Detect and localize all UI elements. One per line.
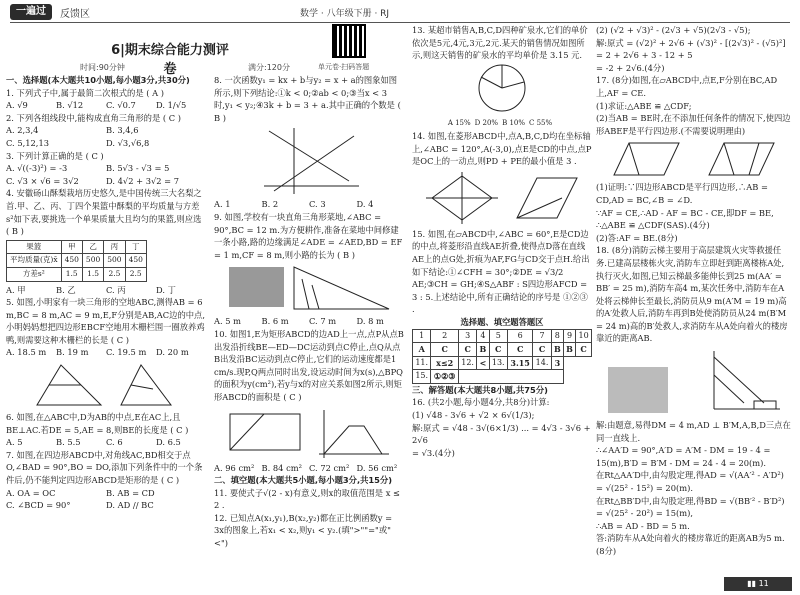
fill-cell: < — [477, 356, 489, 370]
option: C. 丙 — [106, 284, 126, 295]
question-text: 4. 安徽砀山酥梨栽培历史悠久,是中国传统三大名梨之首.甲、乙、丙、丁四个果篮中酥梨的平均质量与方差s²如下表,要挑选一个单果质量大且均匀的果篮,则应选 ( B ) — [6, 188, 202, 237]
question-text: ∴△ABE ≌ △CDF(SAS).(4分) — [596, 220, 710, 231]
option: A. 1 — [214, 199, 231, 210]
column-1 — [6, 74, 206, 590]
question-text: 在Rt△AA′D中,由勾股定理,得AD = √(AA′² - A′D²) = √(25² - 15²) = 20(m). — [596, 470, 784, 494]
fill-cell: 13. — [489, 356, 507, 370]
question-text: (2)答:AF = BE.(8分) — [596, 232, 678, 243]
option: D. 20 m — [156, 347, 189, 358]
option: C. 19.5 m — [106, 347, 147, 358]
question-text: 在Rt△BB′D中,由勾股定理,得BD = √(BB′² - B′D²) = √(25² - 20²) = 15(m), — [596, 495, 785, 519]
table-cell: 2.5 — [104, 267, 125, 281]
question-text: 13. 某超市销售A,B,C,D四种矿泉水,它们的单价依次是5元,4元,3元,2元.某天的销售情况如图所示,则这天销售的矿泉水的平均单价是 3.15 元. — [412, 25, 588, 61]
option: B. 84 cm² — [261, 462, 302, 473]
option: C. 6 — [106, 437, 123, 448]
question-text: 18. (8分)消防云梯主要用于高层建筑火灾等救援任务.已建高层楼栋火灾,消防车立即赶到距离楼栋A处,执行灭火,如图,已知云梯最多能伸长到25 m(AA′ = BB′ = 25 m),消防车高4 m,某次任务中,消防车在A处将云梯伸长至最长,消防员从9 m(A′M = 19 m)高的A′处救人后,消防车再到B处使消防员从24 m(B′M = 24 m)高的B′处救人,求消防车从A处向着火的楼房靠近的距离AB. — [596, 245, 788, 344]
question-text: 解:原式 = √48 - 3√(6×1/3) ... = 4√3 - 3√6 + 2√6 — [412, 422, 591, 446]
fill-cell: ①②③ — [431, 370, 459, 384]
brand-badge: 一遍过 — [10, 4, 52, 20]
answer-options — [6, 162, 206, 187]
option: C. √0.7 — [106, 100, 136, 111]
option: D. 4√2 + 3√2 = 7 — [106, 175, 180, 186]
qr-caption: 单元卷·扫码答题 — [318, 63, 370, 71]
question-text: 7. 如图,在四边形ABCD中,对角线AC,BD相交于点O,∠BAD = 90°,BO = DO,添加下列条件中的一个条件后,仍不能判定四边形ABCD是矩形的是 ( C ) — [6, 449, 203, 486]
option: B. AB = CD — [106, 487, 155, 498]
column-4 — [596, 24, 792, 574]
question-text: 8. 一次函数y₁ = kx + b与y₂ = x + a的图象如图所示,则下列结论:①k < 0;②ab < 0;③当x < 3时,y₁ < y₂;④3k + b = 3 + a.其中正确的个数是 ( B ) — [214, 75, 401, 123]
pie-label: C 55% — [529, 119, 553, 128]
option: B. 乙 — [56, 284, 76, 295]
table-cell: 500 — [82, 254, 103, 268]
option: B. √12 — [56, 100, 84, 111]
question-text: (1) √48 - 3√6 + √2 × 6√(1/3); — [412, 410, 535, 421]
grid-cell: 8 — [551, 329, 563, 343]
answer-options — [6, 99, 206, 112]
grid-cell: B — [477, 343, 489, 357]
option: C. 72 cm² — [309, 462, 350, 473]
question-text: 3. 下列计算正确的是 ( C ) — [6, 150, 104, 161]
grid-cell: 1 — [413, 329, 431, 343]
option: B. 2 — [261, 199, 279, 210]
grid-cell: C — [458, 343, 476, 357]
option: B. 6 m — [261, 316, 289, 327]
grid-cell: C — [489, 343, 507, 357]
question-text: = -2 + 2√6.(4分) — [596, 62, 665, 73]
grid-cell: 2 — [431, 329, 459, 343]
question-text: 9. 如图,学校有一块直角三角形菜地,∠ABC = 90°,BC = 12 m.为方便耕作,准备在菜地中间修建一条小路,路的边缘满足∠ADE = ∠AED,BD = EF = 1 m,CF = 8 m,则小路的长为 ( B ) — [214, 211, 403, 260]
fill-cell: 14. — [533, 356, 551, 370]
section-heading: 三、解答题(本大题共8小题,共75分) — [412, 384, 548, 395]
pie-label: A 15% — [447, 119, 471, 128]
question-text: 15. 如图,在▱ABCD中,∠ABC = 60°,E是CD边的中点,将菱形沿直线AE折叠,使得点D落在直线AE上的点G处,折痕为AF,FG与CD交于点H.给出如下结论:①∠CFH = 30°;②DE = √3/2 AE;③CH = GH;④S△ABF : S四边形AFCD = 3 : 5.上述结论中,所有正确结论的序号是 ①②③ . — [412, 228, 590, 315]
option: B. 3,4,6 — [106, 125, 139, 136]
figure-diagram — [412, 170, 592, 226]
question-text: ∴∠AA′D = 90°,A′D = A′M - DM = 19 - 4 = 15(m),B′D = B′M - DM = 24 - 4 = 20(m). — [596, 445, 771, 468]
question-text: 选择题、填空题答题区 — [460, 316, 544, 327]
grid-cell: C — [576, 343, 592, 357]
qr-code-icon[interactable] — [332, 24, 366, 58]
question-text: (1)证明:∵四边形ABCD是平行四边形,∴AB = CD,AD = BC,∠B = ∠D. — [596, 182, 768, 205]
pie-label: B 10% — [502, 119, 526, 128]
column-2 — [214, 74, 404, 590]
question-text: ∴AB = AD - BD = 5 m. — [596, 520, 690, 531]
fill-cell: 15. — [413, 370, 431, 384]
option: C. ∠BCD = 90° — [6, 500, 71, 511]
option: A. 18.5 m — [6, 347, 47, 358]
question-text: 解:由题意,易得DM = 4 m,AD ⊥ B′M,A,B,D三点在同一直线上. — [596, 420, 791, 443]
table-cell: 乙 — [82, 240, 103, 254]
option: A. 2,3,4 — [6, 125, 39, 136]
grid-cell: 9 — [563, 329, 575, 343]
page-number: ▮▮ 11 — [724, 577, 792, 591]
question-text: 解:原式 = (√2)² + 2√6 + (√3)² - [(2√3)² - (√5)²] — [596, 37, 786, 48]
answer-grid — [412, 329, 592, 384]
option: D. 6.5 — [156, 437, 181, 448]
grid-cell: B — [563, 343, 575, 357]
answer-options — [214, 198, 404, 211]
question-text: 14. 如图,在菱形ABCD中,点A,B,C,D均在坐标轴上,∠ABC = 120°,A(-3,0),点E是CD的中点,点P是OC上的一动点,则PD + PE的最小值是 3 . — [412, 130, 592, 167]
question-text: = √3.(4分) — [412, 447, 455, 458]
answer-options — [6, 124, 206, 149]
table-cell: 平均质量(克)x̄ — [7, 254, 62, 268]
exam-score: 满分:120分 — [248, 63, 290, 72]
option: B. 19 m — [56, 347, 89, 358]
pie-chart — [412, 62, 592, 130]
exam-title: 6|期末综合能力测评卷 — [111, 43, 229, 77]
question-text: 5. 如图,小明家有一块三角形的空地ABC,测得AB = 6 m,BC = 8 m,AC = 9 m,E,F分别是AB,AC边的中点,小明妈妈想把四边形EBCF空地用木栅栏围一圈放养鸡鸭,则需要这种木栅栏的长是 ( C ) — [6, 297, 205, 345]
table-cell: 丙 — [104, 240, 125, 254]
figure-diagram — [214, 126, 404, 196]
header-rule — [10, 22, 790, 23]
question-text: (2)当AB = BE时,在不添加任何条件的情况下,使四边形ABEF是平行四边形.(不需要说明理由) — [596, 113, 791, 136]
option: D. 8 m — [356, 316, 384, 327]
figure-diagram — [214, 263, 404, 313]
fill-cell: x≤2 — [431, 356, 459, 370]
option: C. √3 × √6 = 3√2 — [6, 175, 79, 186]
fill-cell: 11. — [413, 356, 431, 370]
option: C. 3 — [309, 199, 326, 210]
option: A. 5 — [6, 437, 23, 448]
grid-cell: C — [431, 343, 459, 357]
question-text: 10. 如图1,E为矩形ABCD的边AD上一点,点P从点B出发沿折线BE—ED—DC运动到点C停止,点Q从点B出发沿BC运动到点C停止,它们的运动速度都是1 cm/s.现P,Q两点同时出发,设运动时间为x(s),△BPQ的面积为y(cm²),若y与x的对应关系如图2所示,则矩形ABCD的面积是 ( C ) — [214, 328, 404, 402]
fill-cell: 3.15 — [507, 356, 532, 370]
question-text: 1. 下列式子中,属于最简二次根式的是 ( A ) — [6, 87, 165, 98]
grid-cell: 3 — [458, 329, 476, 343]
question-text: = 2 + 2√6 + 3 - 12 + 5 — [596, 50, 693, 61]
option: C. 5,12,13 — [6, 137, 49, 148]
option: A. 96 cm² — [214, 462, 255, 473]
table-cell: 1.5 — [82, 267, 103, 281]
exam-time: 时间:90分钟 — [80, 63, 125, 72]
question-text: 2. 下列各组线段中,能构成直角三角形的是 ( C ) — [6, 112, 181, 123]
option: D. √3,√6,8 — [106, 137, 150, 148]
data-table — [6, 240, 147, 282]
section-label: 反馈区 — [60, 9, 90, 20]
answer-options — [6, 284, 206, 297]
option: B. 5.5 — [56, 437, 81, 448]
answer-options — [6, 436, 206, 449]
table-cell: 方差s² — [7, 267, 62, 281]
option: D. 丁 — [156, 284, 176, 295]
section-heading: 一、选择题(本大题共10小题,每小题3分,共30分) — [6, 75, 190, 85]
option: D. AD // BC — [106, 500, 154, 511]
table-cell: 2.5 — [125, 267, 146, 281]
question-text: 17. (8分)如图,在▱ABCD中,点E,F分别在BC,AD上,AF = CE. — [596, 75, 778, 98]
question-text: (2) (√2 + √3)² - (2√3 + √5)(2√3 - √5); — [596, 25, 751, 35]
answer-options — [6, 487, 206, 512]
table-cell: 甲 — [61, 240, 82, 254]
option: A. √((-3)²) = -3 — [6, 163, 68, 174]
question-text: 6. 如图,在△ABC中,D为AB的中点,E在AC上,且BE⊥AC.若DE = 5,AE = 8,则BE的长度是 ( C ) — [6, 412, 189, 435]
figure-diagram — [596, 139, 792, 179]
table-cell: 500 — [104, 254, 125, 268]
grid-cell: B — [551, 343, 563, 357]
option: A. 甲 — [6, 284, 26, 295]
option: D. 4 — [356, 199, 374, 210]
option: A. 5 m — [214, 316, 242, 327]
option: A. OA = OC — [6, 487, 56, 498]
fill-cell: 3 — [551, 356, 563, 370]
answer-options — [214, 462, 404, 475]
option: B. 5√3 - √3 = 5 — [106, 163, 170, 174]
grid-cell: 5 — [489, 329, 507, 343]
table-cell: 450 — [61, 254, 82, 268]
table-cell: 果篮 — [7, 240, 62, 254]
option: A. √9 — [6, 100, 28, 111]
option: C. 7 m — [309, 316, 337, 327]
grid-cell: 10 — [576, 329, 592, 343]
option: D. 1/√5 — [156, 100, 187, 111]
question-text: 答:消防车从A处向着火的楼房靠近的距离AB为5 m.(8分) — [596, 533, 785, 556]
grid-cell: 7 — [533, 329, 551, 343]
question-text: 11. 要使式子√(2 - x)有意义,则x的取值范围是 x ≤ 2 . — [214, 487, 401, 511]
question-text: (1)求证:△ABE ≌ △CDF; — [596, 100, 692, 111]
table-cell: 450 — [125, 254, 146, 268]
answer-options — [214, 315, 404, 328]
figure-diagram — [6, 361, 206, 409]
subject-label: 数学 · 八年级下册 · RJ — [300, 9, 390, 19]
grid-cell: 6 — [507, 329, 532, 343]
figure-diagram — [596, 347, 792, 417]
grid-cell: A — [413, 343, 431, 357]
table-cell: 丁 — [125, 240, 146, 254]
question-text: 16. (共2小题,每小题4分,共8分)计算: — [412, 397, 550, 408]
question-text: 12. 已知点A(x₁,y₁),B(x₂,y₂)都在正比例函数y = 3x的图象上,若x₁ < x₂,则y₁ < y₂.(填">""="或"<") — [214, 512, 393, 549]
pie-label: D 20% — [474, 119, 499, 128]
table-cell: 1.5 — [61, 267, 82, 281]
section-heading: 二、填空题(本大题共5小题,每小题3分,共15分) — [214, 475, 393, 486]
question-text: ∵AF = CE,∴AD - AF = BC - CE,即DF = BE, — [596, 207, 774, 218]
option: D. 56 cm² — [356, 462, 398, 473]
grid-cell: 4 — [477, 329, 489, 343]
grid-cell: C — [507, 343, 532, 357]
figure-diagram — [214, 406, 404, 460]
grid-cell: C — [533, 343, 551, 357]
page-number-value: 11 — [758, 579, 769, 588]
column-3 — [412, 24, 592, 590]
fill-cell: 12. — [458, 356, 476, 370]
answer-options — [6, 346, 206, 359]
